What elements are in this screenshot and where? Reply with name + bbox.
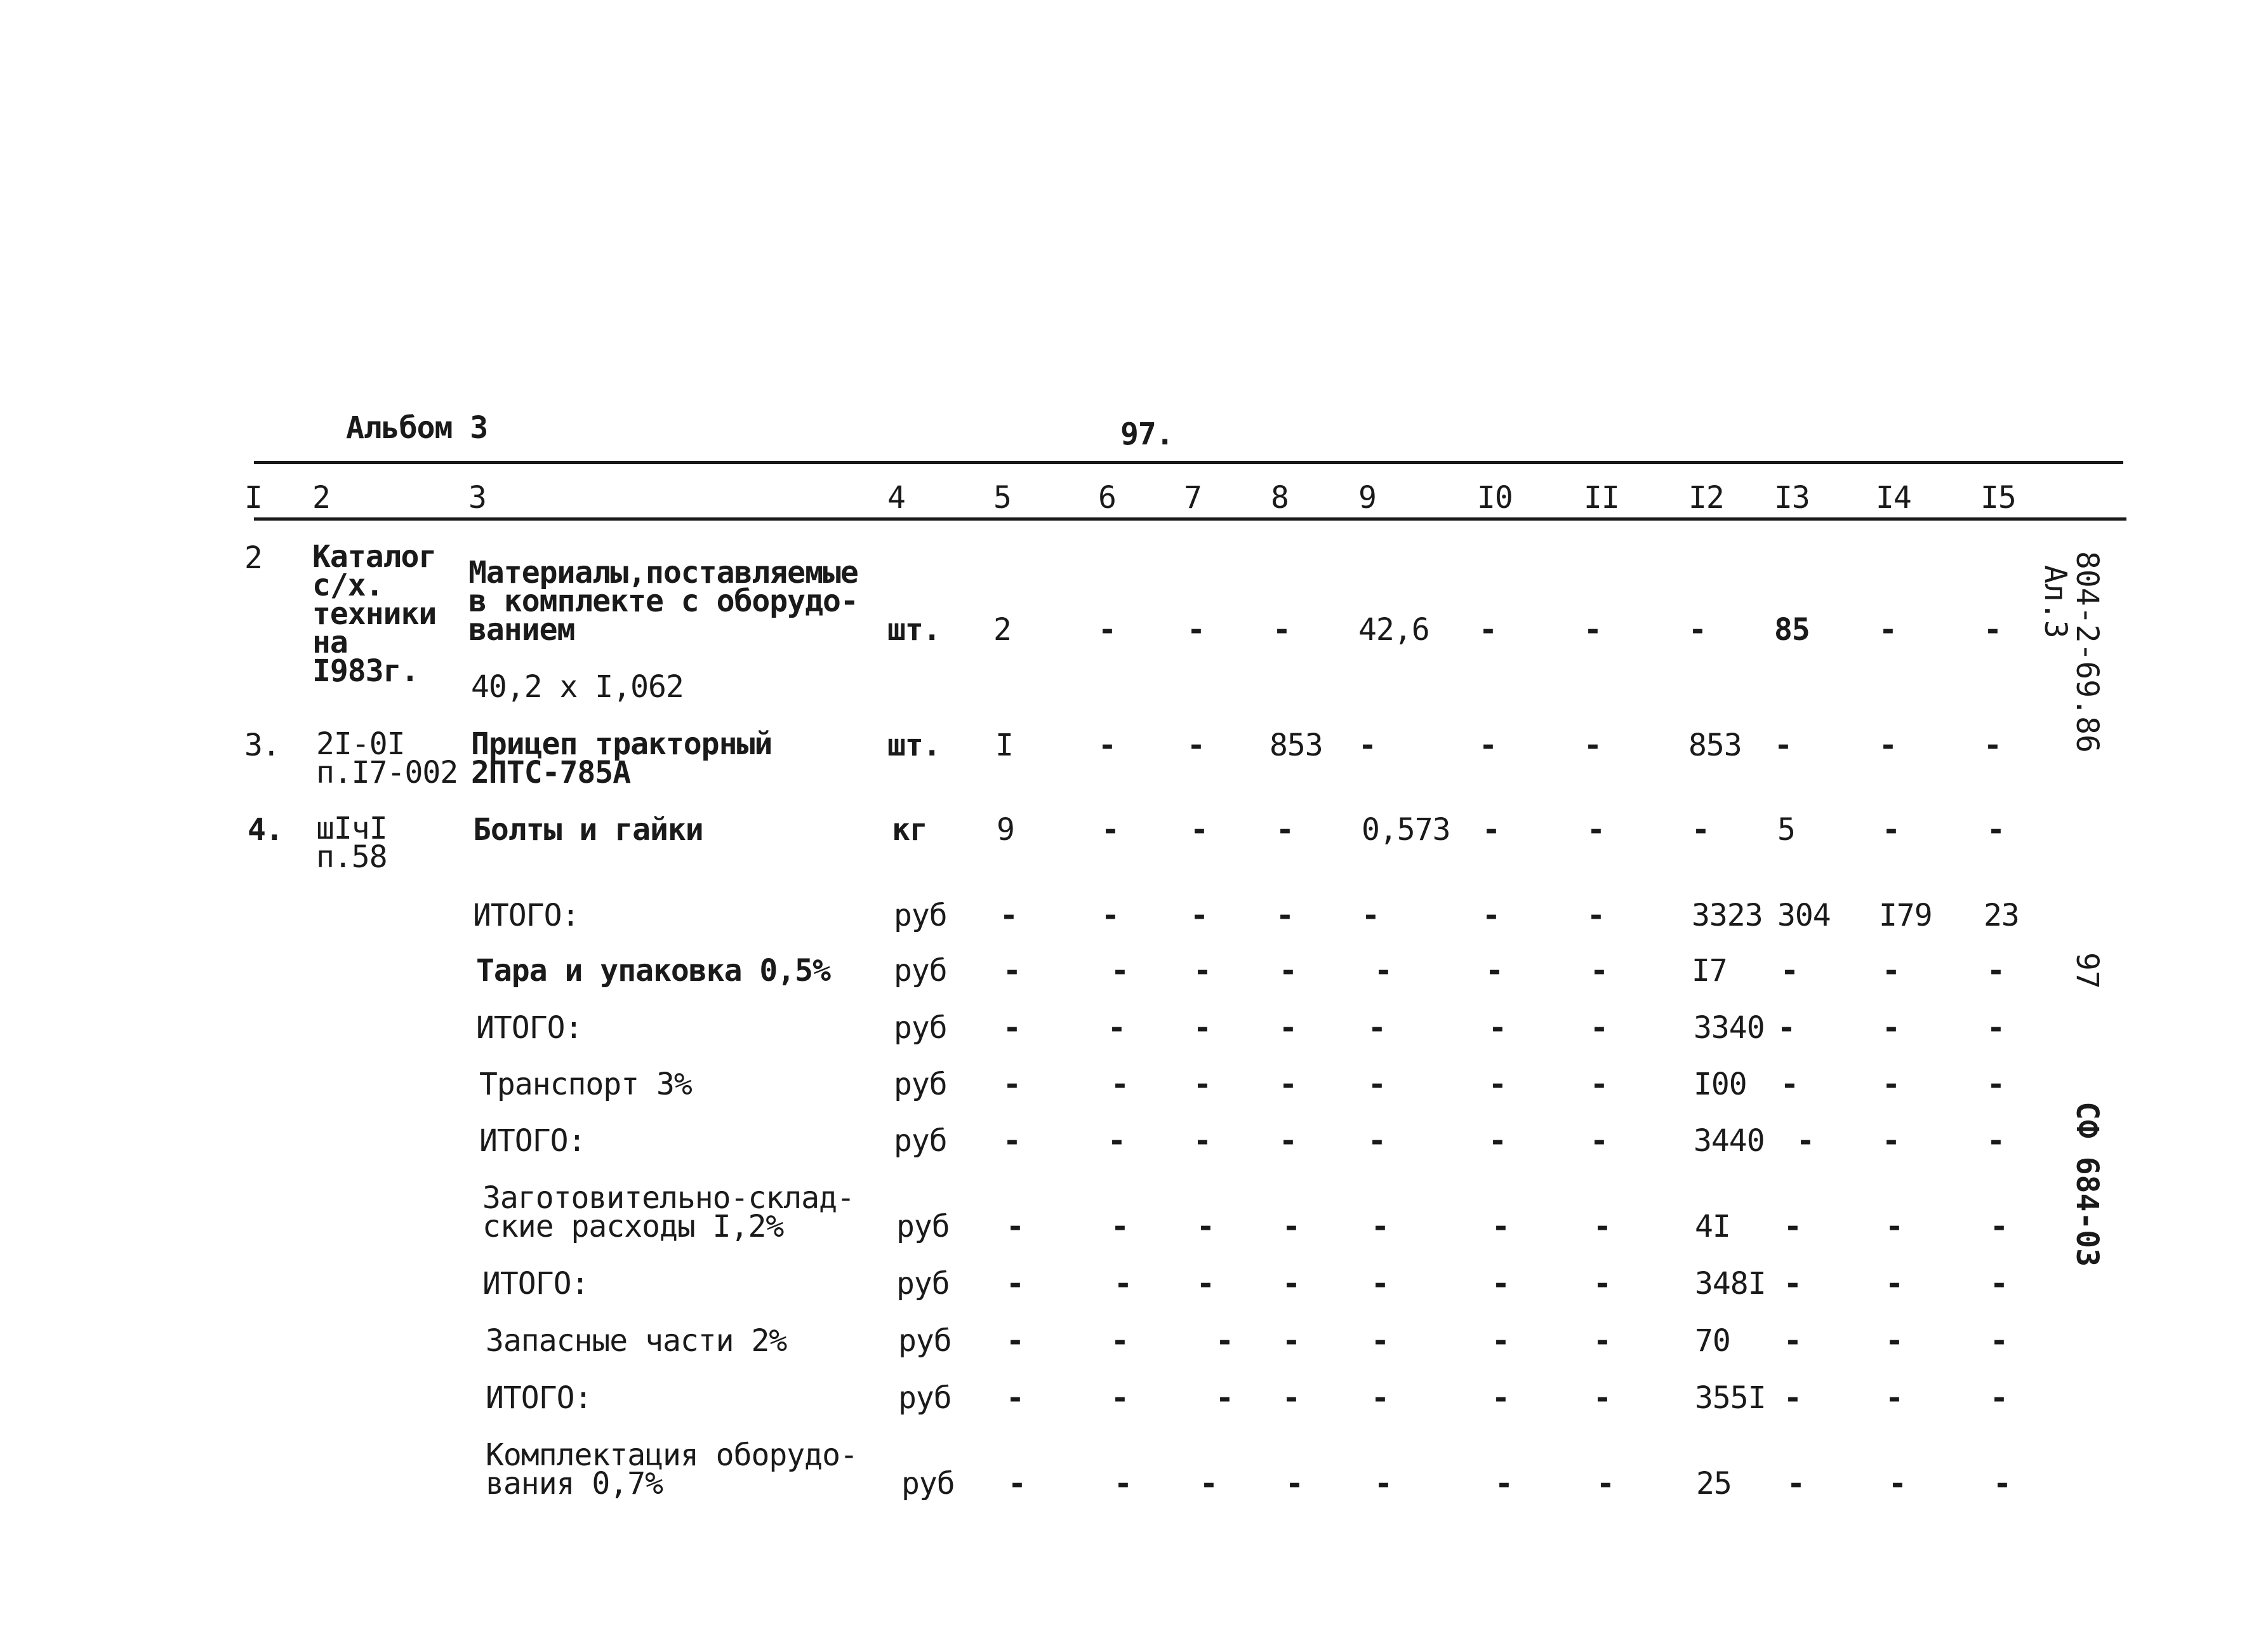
cell-c15: - — [1987, 812, 2005, 848]
cell-c9: 0,573 — [1362, 812, 1450, 848]
summary-label: Тара и упаковка 0,5% — [476, 953, 830, 989]
cell-c8: - — [1282, 1323, 1300, 1359]
cell-c13: - — [1777, 1010, 1795, 1046]
cell-c14: - — [1882, 1123, 1900, 1159]
cell-c6: - — [1098, 612, 1116, 648]
summary-label: Транспорт 3% — [479, 1067, 692, 1102]
cell-c14: - — [1879, 728, 1897, 763]
cell-c8: - — [1285, 1466, 1303, 1501]
summary-unit: руб — [894, 1010, 947, 1046]
cell-c8: - — [1276, 898, 1294, 933]
cell-c8: - — [1276, 812, 1294, 848]
cell-c5: - — [1003, 1010, 1021, 1046]
summary-unit: руб — [898, 1380, 952, 1416]
summary-label: Заготовительно-склад- ские расходы I,2% — [482, 1180, 854, 1244]
summary-unit: руб — [896, 1266, 950, 1301]
row-unit: шт. — [887, 728, 941, 763]
row-reference: шIчI п.58 — [316, 811, 387, 875]
row-number: 2 — [244, 540, 262, 576]
row-description: Материалы,поставляемые в комплекте с оборудо- ванием — [468, 555, 858, 648]
cell-c7: - — [1197, 1266, 1214, 1301]
summary-label: ИТОГО: — [486, 1380, 592, 1416]
cell-c13: - — [1796, 1123, 1814, 1159]
row-description: Прицеп тракторный 2ПТС-785А — [471, 726, 773, 790]
cell-c11: - — [1593, 1380, 1611, 1416]
cell-c13: - — [1784, 1209, 1801, 1244]
col-8: 8 — [1271, 480, 1289, 516]
header-rule — [254, 517, 2126, 521]
cell-c14: - — [1885, 1323, 1903, 1359]
row-number: 3. — [244, 728, 280, 763]
cell-c10: - — [1492, 1266, 1509, 1301]
summary-label: Запасные части 2% — [486, 1323, 787, 1359]
cell-c11: - — [1596, 1466, 1614, 1501]
cell-c9: - — [1371, 1380, 1389, 1416]
cell-c8: - — [1279, 1123, 1297, 1159]
summary-label: ИТОГО: — [482, 1266, 589, 1301]
cell-c6: - — [1114, 1266, 1132, 1301]
cell-c5: - — [1006, 1209, 1024, 1244]
cell-c14: - — [1888, 1466, 1906, 1501]
cell-c15: - — [1990, 1209, 2008, 1244]
cell-c7: - — [1193, 1123, 1211, 1159]
cell-c15: - — [1993, 1466, 2011, 1501]
cell-c14: - — [1882, 1010, 1900, 1046]
summary-label: ИТОГО: — [476, 1010, 583, 1046]
cell-c5: 2 — [993, 612, 1011, 648]
margin-album: Ал.3 — [2038, 565, 2073, 639]
cell-c13: - — [1781, 953, 1798, 989]
cell-c9: - — [1362, 898, 1379, 933]
summary-label: ИТОГО: — [479, 1123, 586, 1159]
cell-c11: - — [1593, 1266, 1611, 1301]
summary-unit: руб — [896, 1209, 950, 1244]
cell-c7: - — [1216, 1380, 1233, 1416]
cell-c5: 9 — [997, 812, 1014, 848]
cell-c12: 3440 — [1694, 1123, 1765, 1159]
cell-c13: - — [1787, 1466, 1805, 1501]
cell-c15: - — [1987, 1010, 2005, 1046]
cell-c14: - — [1882, 812, 1900, 848]
col-2: 2 — [312, 480, 330, 516]
cell-c15: - — [1990, 1323, 2008, 1359]
cell-c9: - — [1371, 1266, 1389, 1301]
album-label: Альбом 3 — [346, 410, 488, 446]
cell-c7: - — [1193, 1067, 1211, 1102]
cell-c13: 85 — [1774, 612, 1810, 648]
cell-c6: - — [1108, 1123, 1125, 1159]
cell-c12: 70 — [1695, 1323, 1730, 1359]
cell-c8: - — [1273, 612, 1290, 648]
cell-c12: - — [1692, 812, 1709, 848]
cell-c14: - — [1885, 1380, 1903, 1416]
cell-c11: - — [1593, 1209, 1611, 1244]
cell-c7: - — [1216, 1323, 1233, 1359]
col-15: I5 — [1980, 480, 2016, 516]
cell-c9: - — [1371, 1209, 1389, 1244]
cell-c5: - — [1003, 953, 1021, 989]
cell-c12: 348I — [1695, 1266, 1766, 1301]
row-reference: 2I-0I п.I7-002 — [316, 726, 458, 790]
col-12: I2 — [1688, 480, 1724, 516]
margin-page-number: 97 — [2069, 952, 2105, 989]
cell-c10: - — [1492, 1323, 1509, 1359]
cell-c11: - — [1590, 953, 1608, 989]
cell-c13: - — [1784, 1266, 1801, 1301]
cell-c11: - — [1587, 812, 1605, 848]
col-5: 5 — [993, 480, 1011, 516]
cell-c12: 25 — [1696, 1466, 1732, 1501]
cell-c12: - — [1688, 612, 1706, 648]
cell-c10: - — [1479, 612, 1497, 648]
cell-c14: - — [1879, 612, 1897, 648]
cell-c12: 3323 — [1692, 898, 1763, 933]
cell-c5: - — [1003, 1067, 1021, 1102]
cell-c10: - — [1489, 1010, 1506, 1046]
summary-unit: руб — [898, 1323, 952, 1359]
cell-c15: - — [1987, 1123, 2005, 1159]
row-formula: 40,2 x I,062 — [471, 669, 684, 705]
cell-c12: 3340 — [1694, 1010, 1765, 1046]
row-unit: шт. — [887, 612, 941, 648]
cell-c11: - — [1593, 1323, 1611, 1359]
cell-c15: - — [1987, 1067, 2005, 1102]
col-6: 6 — [1098, 480, 1116, 516]
cell-c5: - — [1008, 1466, 1026, 1501]
cell-c9: - — [1368, 1123, 1386, 1159]
cell-c7: - — [1197, 1209, 1214, 1244]
cell-c12: 853 — [1688, 728, 1742, 763]
cell-c6: - — [1101, 812, 1119, 848]
cell-c6: - — [1098, 728, 1116, 763]
cell-c5: - — [1003, 1123, 1021, 1159]
col-9: 9 — [1358, 480, 1376, 516]
cell-c13: - — [1784, 1323, 1801, 1359]
cell-c9: - — [1358, 728, 1376, 763]
cell-c10: - — [1489, 1067, 1506, 1102]
cell-c7: - — [1190, 898, 1208, 933]
cell-c6: - — [1111, 1067, 1129, 1102]
cell-c13: 5 — [1777, 812, 1795, 848]
cell-c8: - — [1279, 1067, 1297, 1102]
cell-c15: 23 — [1984, 898, 2019, 933]
cell-c11: - — [1584, 612, 1602, 648]
cell-c14: I79 — [1879, 898, 1932, 933]
margin-stamp: СФ 684-03 — [2069, 1102, 2105, 1267]
cell-c6: - — [1111, 1209, 1129, 1244]
cell-c10: - — [1485, 953, 1503, 989]
summary-label: ИТОГО: — [473, 898, 580, 933]
summary-unit: руб — [894, 1067, 947, 1102]
cell-c11: - — [1590, 1123, 1608, 1159]
col-10: I0 — [1477, 480, 1513, 516]
summary-unit: руб — [901, 1466, 955, 1501]
top-rule — [254, 461, 2123, 464]
summary-unit: руб — [894, 898, 947, 933]
summary-label: Комплектация оборудо- вания 0,7% — [486, 1437, 858, 1501]
cell-c8: - — [1282, 1209, 1300, 1244]
cell-c10: - — [1479, 728, 1497, 763]
cell-c5: I — [995, 728, 1013, 763]
cell-c11: - — [1587, 898, 1605, 933]
cell-c13: - — [1784, 1380, 1801, 1416]
cell-c13: - — [1781, 1067, 1798, 1102]
cell-c5: - — [1000, 898, 1018, 933]
cell-c8: - — [1282, 1380, 1300, 1416]
cell-c10: - — [1482, 812, 1500, 848]
cell-c9: 42,6 — [1358, 612, 1429, 648]
col-1: I — [244, 480, 262, 516]
cell-c9: - — [1368, 1067, 1386, 1102]
summary-unit: руб — [894, 953, 947, 989]
cell-c12: I00 — [1694, 1067, 1747, 1102]
row-unit: кг — [892, 812, 927, 848]
cell-c15: - — [1990, 1380, 2008, 1416]
cell-c9: - — [1371, 1323, 1389, 1359]
page-number: 97. — [1120, 416, 1174, 452]
row-reference: Каталог с/х. техники на I983г. — [312, 539, 437, 689]
margin-project-code: 804-2-69.86 — [2069, 551, 2105, 753]
cell-c7: - — [1200, 1466, 1217, 1501]
cell-c7: - — [1187, 612, 1205, 648]
cell-c7: - — [1190, 812, 1208, 848]
cell-c11: - — [1590, 1010, 1608, 1046]
cell-c11: - — [1584, 728, 1602, 763]
cell-c5: - — [1006, 1266, 1024, 1301]
cell-c6: - — [1111, 1323, 1129, 1359]
cell-c5: - — [1006, 1323, 1024, 1359]
cell-c10: - — [1492, 1209, 1509, 1244]
col-13: I3 — [1774, 480, 1810, 516]
col-3: 3 — [468, 480, 486, 516]
cell-c9: - — [1374, 953, 1392, 989]
cell-c6: - — [1114, 1466, 1132, 1501]
cell-c7: - — [1187, 728, 1205, 763]
col-11: II — [1584, 480, 1619, 516]
cell-c6: - — [1108, 1010, 1125, 1046]
cell-c5: - — [1006, 1380, 1024, 1416]
cell-c15: - — [1984, 612, 2001, 648]
cell-c9: - — [1374, 1466, 1392, 1501]
cell-c7: - — [1193, 953, 1211, 989]
col-14: I4 — [1876, 480, 1911, 516]
cell-c14: - — [1885, 1266, 1903, 1301]
cell-c11: - — [1590, 1067, 1608, 1102]
cell-c12: I7 — [1692, 953, 1727, 989]
cell-c6: - — [1111, 1380, 1129, 1416]
cell-c6: - — [1111, 953, 1129, 989]
cell-c14: - — [1882, 1067, 1900, 1102]
row-number: 4. — [248, 812, 283, 848]
cell-c13: 304 — [1777, 898, 1831, 933]
col-7: 7 — [1184, 480, 1202, 516]
row-description: Болты и гайки — [473, 812, 703, 848]
cell-c10: - — [1495, 1466, 1513, 1501]
cell-c14: - — [1885, 1209, 1903, 1244]
cell-c15: - — [1990, 1266, 2008, 1301]
cell-c7: - — [1193, 1010, 1211, 1046]
cell-c14: - — [1882, 953, 1900, 989]
cell-c10: - — [1482, 898, 1500, 933]
cell-c9: - — [1368, 1010, 1386, 1046]
col-4: 4 — [887, 480, 905, 516]
cell-c8: - — [1282, 1266, 1300, 1301]
cell-c15: - — [1987, 953, 2005, 989]
cell-c12: 355I — [1695, 1380, 1766, 1416]
summary-unit: руб — [894, 1123, 947, 1159]
cell-c8: - — [1279, 953, 1297, 989]
cell-c13: - — [1774, 728, 1792, 763]
cell-c15: - — [1984, 728, 2001, 763]
cell-c8: - — [1279, 1010, 1297, 1046]
cell-c10: - — [1489, 1123, 1506, 1159]
cell-c6: - — [1101, 898, 1119, 933]
cell-c8: 853 — [1270, 728, 1323, 763]
cell-c12: 4I — [1695, 1209, 1730, 1244]
cell-c10: - — [1492, 1380, 1509, 1416]
